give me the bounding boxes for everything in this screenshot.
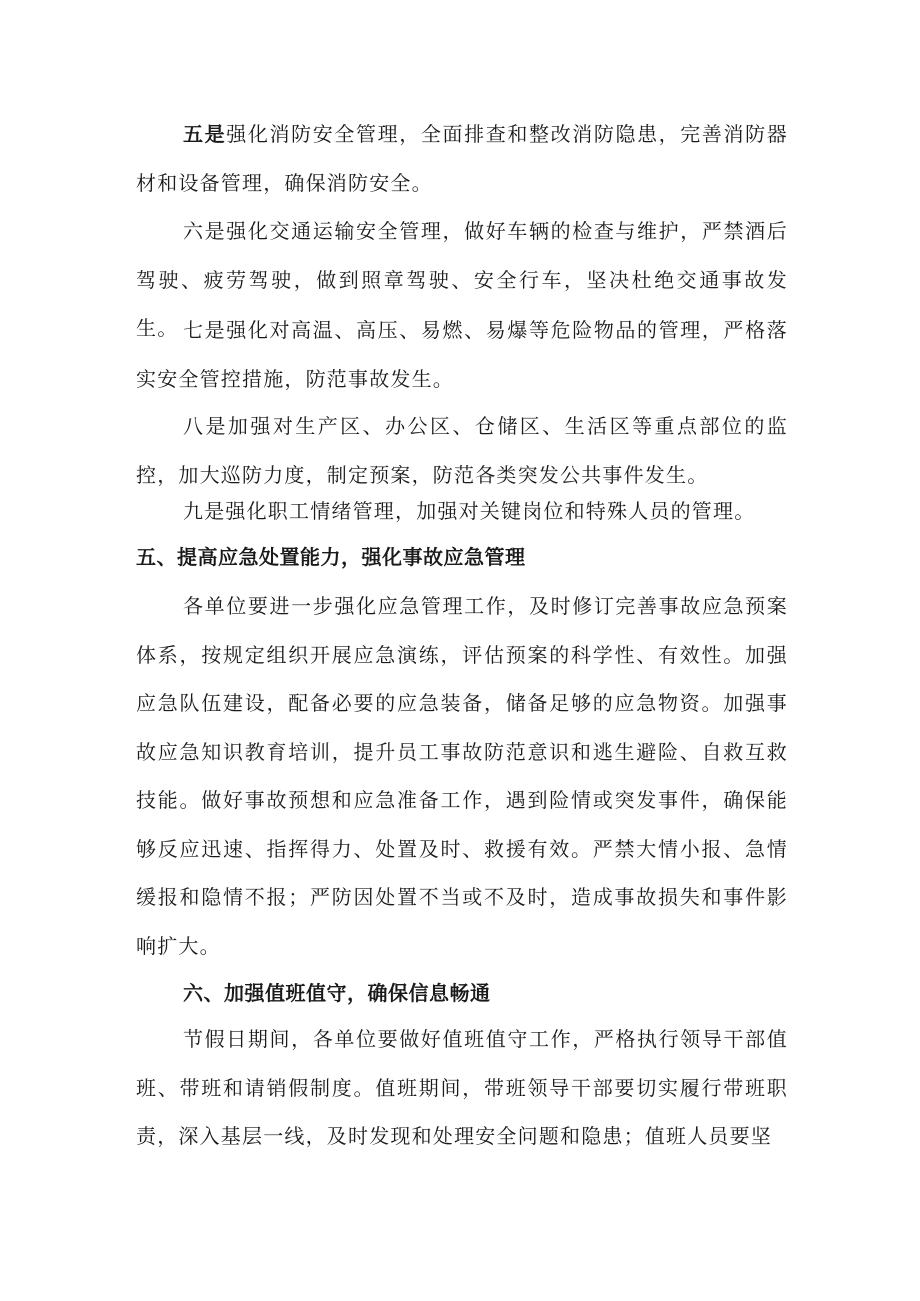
paragraph-text: 强化消防安全管理，全面排查和整改消防隐患，完善消防器材和设备管理，确保消防安全。 — [136, 122, 788, 195]
paragraph-item-five — [136, 110, 788, 207]
section-heading-six: 六、加强值班值守，确保信息畅通 — [183, 981, 491, 1005]
paragraph-lead: 五是 — [183, 122, 227, 146]
section-heading-five: 五、提高应急处置能力，强化事故应急管理 — [136, 545, 526, 569]
paragraph-item-seven: 七是强化对高温、高压、易燃、易爆等危险物品的管理，严格落实安全管控措施，防范事故发生。 — [136, 318, 788, 391]
paragraph-emergency-management: 各单位要进一步强化应急管理工作，及时修订完善事故应急预案体系，按规定组织开展应急演练，评估预案的科学性、有效性。加强应急队伍建设，配备必要的应急装备，储备足够的应急物资。加强事故应急知识教育培训，提升员工事故防范意识和逃生避险、自救互救技能。做好事故预想和应急准备工作，遇到险情或突发事件，确保能够反应迅速、指挥得力、处置及时、救援有效。严禁大情小报、急情缓报和隐情不报；严防因处置不当或不及时，造成事故损失和事件影响扩大。 — [136, 594, 788, 958]
paragraph-item-eight: 八是加强对生产区、办公区、仓储区、生活区等重点部位的监控，加大巡防力度，制定预案，防范各类突发公共事件发生。 — [136, 414, 788, 487]
paragraph-item-nine: 九是强化职工情绪管理，加强对关键岗位和特殊人员的管理。 — [183, 499, 756, 523]
paragraph-duty-shift: 节假日期间，各单位要做好值班值守工作，严格执行领导干部值班、带班和请销假制度。值班期间，带班领导干部要切实履行带班职责，深入基层一线，及时发现和处理安全问题和隐患；值班人员要坚 — [136, 1027, 788, 1148]
paragraph-item-six: 六是强化交通运输安全管理，做好车辆的检查与维护，严禁酒后驾驶、疲劳驾驶，做到照章驾驶、安全行车，坚决杜绝交通事故发生。 — [136, 219, 788, 340]
